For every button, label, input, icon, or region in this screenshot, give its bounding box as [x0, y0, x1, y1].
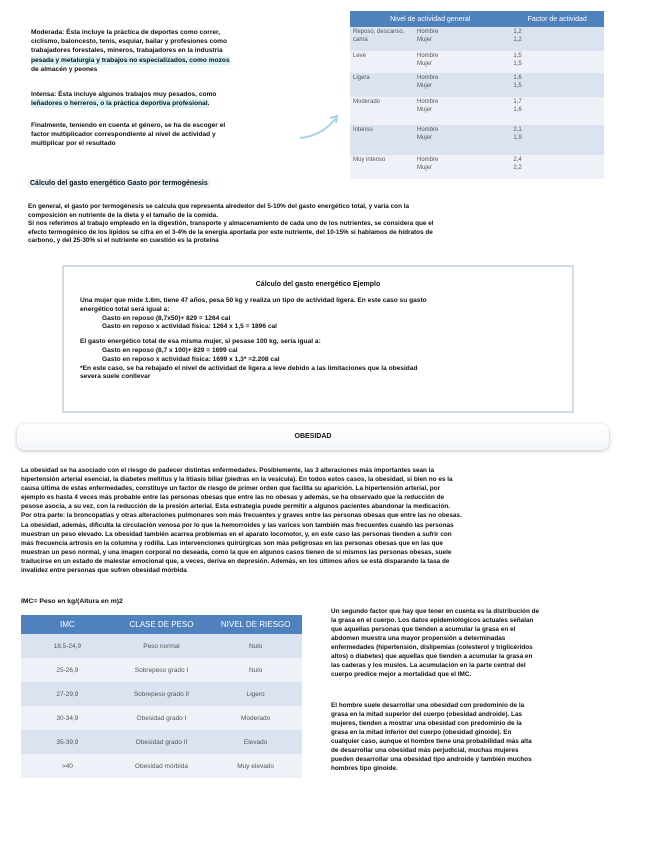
obesity-banner: OBESIDAD — [17, 424, 609, 450]
imc-range: 30-34,9 — [21, 706, 114, 730]
intro-intense: Intensa: Ésta incluye algunos trabajos muy pesados, como leñadores o herreros, o la práctica deportiva profesional. — [31, 91, 217, 108]
activity-row — [350, 125, 604, 155]
activity-level: Ligera — [350, 73, 414, 97]
imc-risk: Muy elevado — [209, 754, 302, 778]
imc-class: Obesidad grado I — [114, 706, 210, 730]
activity-row — [350, 155, 604, 179]
activity-row — [350, 27, 604, 51]
activity-factor: 1,6 1,5 — [510, 73, 604, 97]
activity-row — [350, 73, 604, 97]
imc-range: 35-39,9 — [21, 730, 114, 754]
activity-sex: Hombre Mujer — [414, 97, 510, 125]
activity-factor: 2,1 1,9 — [510, 125, 604, 155]
imc-range: >40 — [21, 754, 114, 778]
activity-sex: Hombre Mujer — [414, 155, 510, 179]
activity-level: Reposo, descanso, cama — [350, 27, 414, 51]
activity-table — [350, 11, 604, 179]
imc-row — [21, 730, 302, 754]
activity-level: Moderado — [350, 97, 414, 125]
imc-row — [21, 634, 302, 658]
imc-table — [21, 615, 302, 778]
activity-header-level: Nivel de actividad general — [350, 11, 510, 27]
imc-class: Sobrepeso grado II — [114, 682, 210, 706]
activity-sex: Hombre Mujer — [414, 73, 510, 97]
activity-sex: Hombre Mujer — [414, 51, 510, 73]
activity-row — [350, 51, 604, 73]
imc-range: 18,5-24,9 — [21, 634, 114, 658]
activity-header-factor: Factor de actividad — [510, 11, 604, 27]
activity-level: Leve — [350, 51, 414, 73]
example-body: Una mujer que mide 1.6m, tiene 47 años, pesa 50 kg y realiza un tipo de actividad ligera. En este caso su gasto energético total será igual a: Gasto en reposo (8,7x50)+ 829 = 1264 cal Gasto en reposo x actividad física: 1264 x 1,5 = 1896 cal El gasto energético total de esa misma mujer, si pesase 100 kg, sería igual a: Gasto en reposo (8,7 x 100)+ 829 = 1699 cal Gasto en reposo x actividad física: 1699 x 1,3* =2.208 cal *En este caso, se ha rebajado el nivel de actividad de ligera a leve debido a las limitaciones que la obesidad severa suele conllevar — [80, 297, 427, 381]
imc-class: Obesidad mórbida — [114, 754, 210, 778]
imc-class: Obesidad grado II — [114, 730, 210, 754]
imc-class: Peso normal — [114, 634, 210, 658]
activity-factor: 2,4 2,2 — [510, 155, 604, 179]
imc-class: Sobrepeso grado I — [114, 658, 210, 682]
imc-risk: Elevado — [209, 730, 302, 754]
activity-level: Intenso — [350, 125, 414, 155]
curved-arrow-icon — [296, 112, 344, 142]
imc-row — [21, 706, 302, 730]
imc-row — [21, 682, 302, 706]
imc-formula: IMC= Peso en kg/(Altura en m)2 — [21, 598, 123, 605]
imc-risk: Nulo — [209, 634, 302, 658]
example-box — [62, 265, 574, 413]
example-title: Cálculo del gasto energético Ejemplo — [255, 281, 381, 288]
activity-factor: 1,7 1,6 — [510, 97, 604, 125]
thermo-heading: Cálculo del gasto energético Gasto por termogénesis — [30, 180, 208, 187]
fat-distribution-paragraph: Un segundo factor que hay que tener en cuenta es la distribución de la grasa en el cuerpo. Los datos epidemiológicos actuales señalan que aquellas personas que tienden a acumular la grasa en el abdomen muestra una mayor propensión a determinadas enfermedades (hipertensión, dislipemias (colesterol y triglicéridos altos) o diabetes) que aquellas que tienden a acumular la grasa en las caderas y los muslos. La acumulación en la parte central del cuerpo predice mejor a mortalidad que el IMC. — [331, 608, 540, 678]
intro-moderate: Moderada: Ésta incluye la práctica de deportes como correr, ciclismo, baloncesto, tenis, esquiar, bailar y profesiones como trabajadores forestales, mineros, trabajadores en la industria pesada y metalurgia y trabajos no especializados, como mozos de almacén y peones — [31, 29, 230, 73]
obesity-paragraph: La obesidad se ha asociado con el riesgo de padecer distintas enfermedades. Posiblemente, las 3 alteraciones más importantes sean la hipertensión arterial esencial, la diabetes mellitus y la litiasis biliar (piedras en la vesícula). En todos estos casos, la obesidad, si bien no es la causa última de estas enfermedades, constituye un factor de riesgo de primer orden que facilita su aparición. La hipertensión arterial, por ejemplo es hasta 4 veces más probable entre las personas obesas que entre las no obesas y además, se ha observado que la reducción de pesose asocia, a su vez, con la reducción de la presión arterial. Esta estrategia puede permitir a algunos pacientes abandonar la medicación. Por otra parte: la broncopatías y otras alteraciones pulmonares son más frecuentes y graves entre las personas obesas que entre las no obesas. La obesidad, además, dificulta la circulación venosa por lo que la hemorroides y las varices son también más frecuentes cuando las personas muestran un peso elevado. La obesidad también acarrea problemas en el aparato locomotor, y, en este caso las personas tienden a sufrir con más frecuencia artrosis en la columna y rodilla. Las intervenciones quirúrgicas son más peligrosas en las personas obesas que en las que muestran un peso normal, y una imagen corporal no deseada, como la que en algunos casos tienen de sí mismos las personas obesas, suele traducirse en un estado de malestar emocional que, a veces, deriva en depresión. Además, en los últimos años se está disparando la tasa de invalidez entre personas que sufren obesidad mórbida — [21, 467, 462, 575]
activity-factor: 1,5 1,5 — [510, 51, 604, 73]
thermo-paragraph: En general, el gasto por termogénesis se calcula que representa alrededor del 5-10% del gasto energético total, y varía con la composición en nutriente de la dieta y el tamaño de la comida. Si nos referimos al trabajo empleado en la digestión, transporte y almacenamiento de cada uno de los nutrientes, se considera que el efecto termogénico de los lípidos se cifra en el 3-4% de la energía aportada por este nutriente, del 10-15% si hablamos de hidratos de carbono, y del 25-30% si el nutriente en cuestión es la proteína — [28, 203, 434, 245]
imc-risk: Ligero — [209, 682, 302, 706]
intro-final: Finalmente, teniendo en cuenta el género, se ha de escoger el factor multiplicador correspondiente al nivel de actividad y multiplicar por el resultado — [31, 122, 226, 148]
activity-sex: Hombre Mujer — [414, 27, 510, 51]
imc-range: 27-29,9 — [21, 682, 114, 706]
imc-header-class: CLASE DE PESO — [114, 615, 210, 634]
imc-risk: Nulo — [209, 658, 302, 682]
imc-header-imc: IMC — [21, 615, 114, 634]
imc-range: 25-26,9 — [21, 658, 114, 682]
imc-risk: Moderado — [209, 706, 302, 730]
activity-sex: Hombre Mujer — [414, 125, 510, 155]
imc-row — [21, 754, 302, 778]
imc-row — [21, 658, 302, 682]
activity-level: Muy intenso — [350, 155, 414, 179]
activity-row — [350, 97, 604, 125]
activity-factor: 1,2 1,2 — [510, 27, 604, 51]
android-gynoid-paragraph: El hombre suele desarrollar una obesidad con predominio de la grasa en la mitad superior del cuerpo (obesidad androide). Las mujeres, tienden a mostrar una obesidad con predominio de la grasa en la mitad inferior del cuerpo (obesidad ginoide). En cualquier caso, aunque el hombre tiene una probabilidad más alta de desarrollar una obesidad más perjudicial, muchas mujeres pueden desarrollar una obesidad tipo androide y también muchos hombres tipo ginoide. — [331, 702, 532, 772]
imc-header-risk: NIVEL DE RIESGO — [209, 615, 302, 634]
